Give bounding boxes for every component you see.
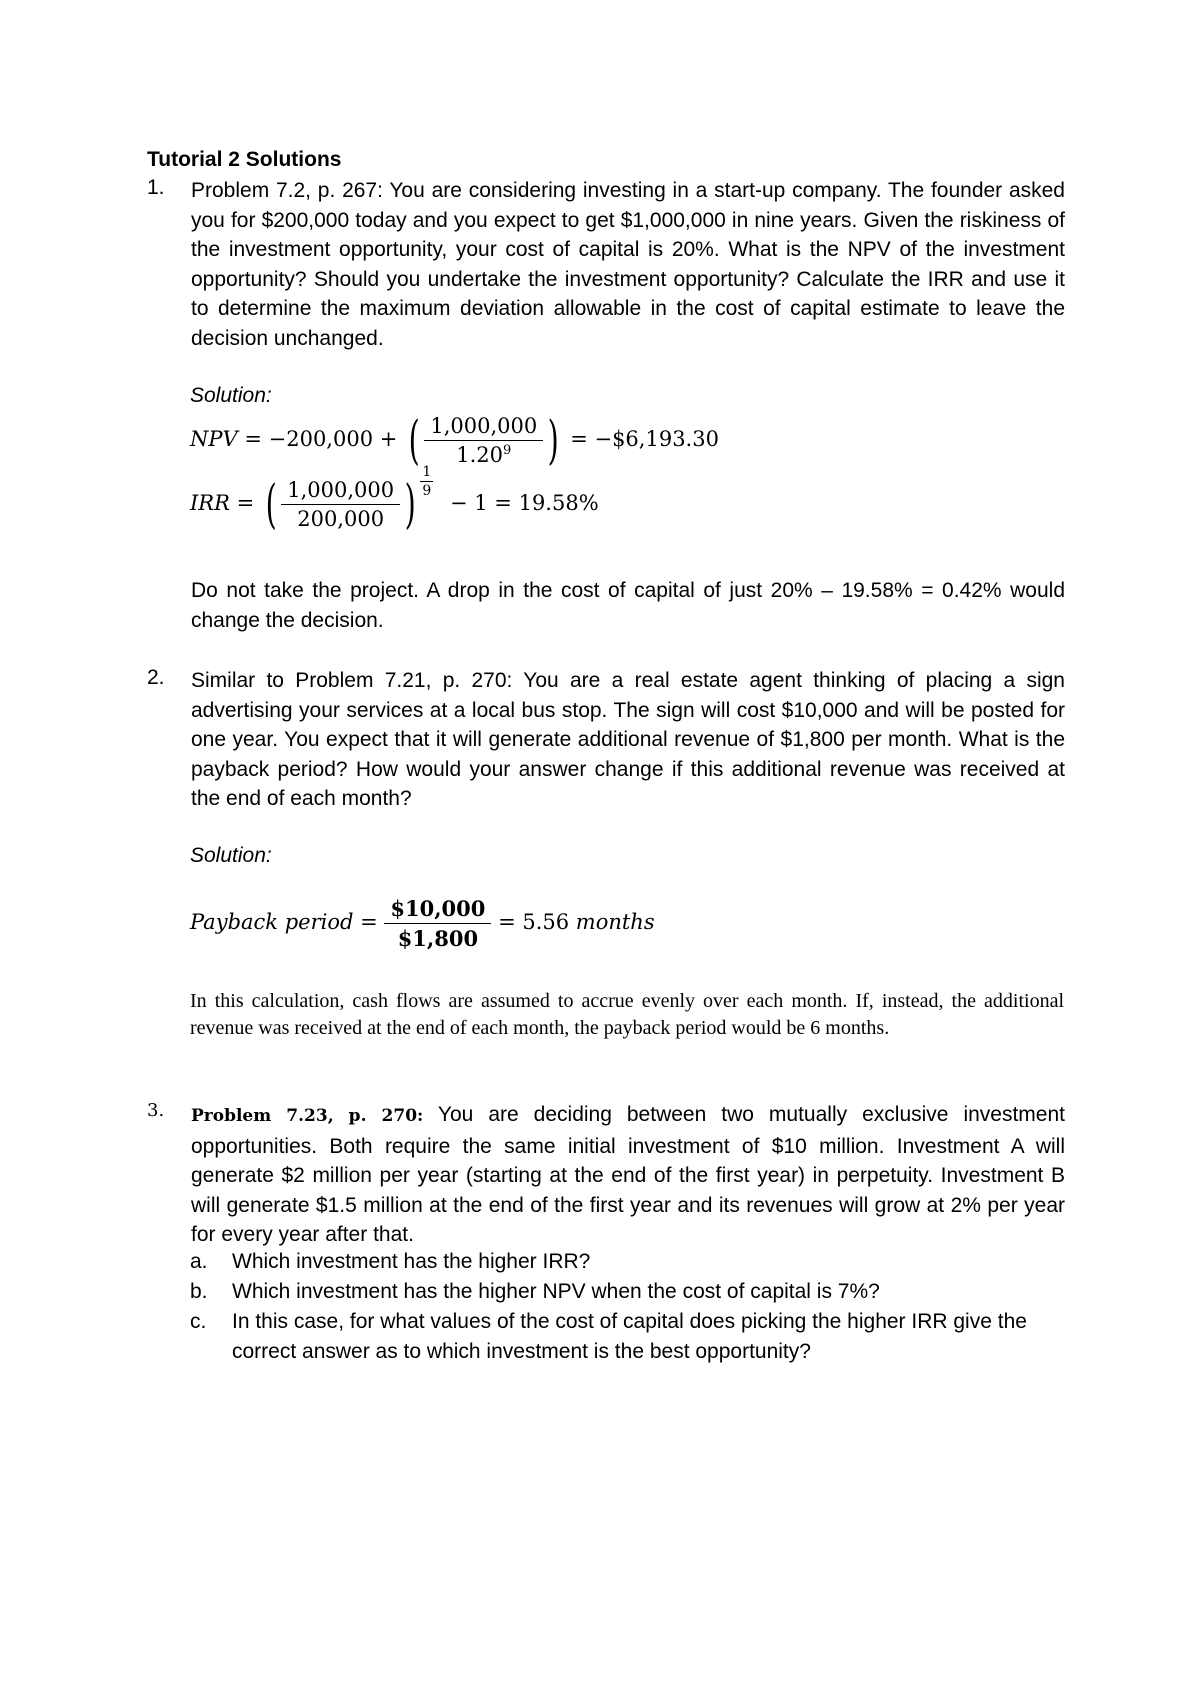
npv-equation — [190, 410, 719, 471]
sub-letter: b. — [190, 1280, 208, 1303]
question-text: Similar to Problem 7.21, p. 270: You are a real estate agent thinking of placing a sign advertising your services at a local bus stop. The sign will cost $10,000 and will be posted for one year. You expect that it will generate additional revenue of $1,800 per month. What is the payback period? How would your answer change if this additional revenue was received at the end of each month? — [191, 669, 1065, 810]
npv-lhs: NPV — [190, 427, 238, 451]
irr-eq: = — [236, 491, 255, 515]
solution-label: Solution: — [190, 844, 272, 867]
irr-denominator: 200,000 — [297, 507, 385, 531]
question-body: You are deciding between two mutually exclusive investment opportunities. Both require the same initial investment of $10 million. Investment A will generate $2 million per year (starting at the end of the first year) in perpetuity. Investment B will generate $1.5 million at the end of the first year and its revenues will grow at 2% per year for every year after that. — [191, 1103, 1065, 1246]
question-number: 2. — [147, 666, 165, 689]
sub-letter: a. — [190, 1250, 208, 1273]
irr-equation: IRR = ( $\frac{1,000,000}{200,000}$ ) $\frac{1}{9}$ − 1 = 19.58% — [190, 464, 599, 535]
npv-denominator: 1.20$^9$ — [456, 443, 512, 467]
payback-result: = 5.56 — [498, 910, 570, 934]
irr-fraction — [281, 478, 400, 531]
question-lead: Problem 7.23, p. 270: — [191, 1106, 424, 1126]
payback-eq: = — [360, 910, 378, 934]
irr-numerator: 1,000,000 — [281, 478, 400, 505]
irr-exponent: $\frac{1}{9}$ — [422, 464, 432, 499]
question-text: Problem 7.2, p. 267: You are considering investing in a start-up company. The founder asked you for $200,000 today and you expect to get $1,000,000 in nine years. Given the riskiness of the investment opportunity, your cost of capital is 20%. What is the NPV of the investment opportunity? Should you undertake the investment opportunity? Calculate the IRR and use it to determine the maximum deviation allowable in the cost of capital estimate to leave the decision unchanged. — [191, 179, 1065, 350]
payback-numerator: $10,000 — [384, 896, 491, 924]
question-number: 1. — [147, 176, 165, 199]
solution-label: Solution: — [190, 384, 272, 407]
irr-result: − 1 = 19.58% — [450, 491, 599, 515]
left-paren: ( — [408, 410, 420, 471]
npv-fraction — [424, 414, 543, 467]
payback-fraction — [384, 896, 491, 951]
payback-denominator: $1,800 — [397, 926, 479, 951]
document-title: Tutorial 2 Solutions — [147, 148, 342, 171]
npv-result: = −$6,193.30 — [570, 427, 719, 451]
irr-lhs: IRR — [190, 491, 230, 515]
npv-eq: = −200,000 + — [244, 427, 398, 451]
npv-numerator: 1,000,000 — [424, 414, 543, 441]
conclusion-text: Do not take the project. A drop in the cost of capital of just 20% – 19.58% = 0.42% would change the decision. — [191, 579, 1065, 632]
question-text — [191, 1100, 1065, 1250]
right-paren: ) — [547, 410, 559, 471]
payback-lhs: Payback period — [190, 910, 354, 934]
payback-equation — [190, 896, 655, 951]
payback-explanation: In this calculation, cash flows are assumed to accrue evenly over each month. If, instead, the additional revenue was received at the end of each month, the payback period would be 6 months. — [190, 990, 1064, 1039]
sub-text: Which investment has the higher NPV when the cost of capital is 7%? — [232, 1280, 880, 1303]
sub-text: Which investment has the higher IRR? — [232, 1250, 591, 1273]
sub-letter: c. — [190, 1310, 207, 1333]
payback-unit: months — [575, 910, 655, 934]
question-number: 3. — [147, 1100, 165, 1121]
sub-text: In this case, for what values of the cost of capital does picking the higher IRR give the correct answer as to which investment is the best opportunity? — [232, 1310, 1027, 1363]
